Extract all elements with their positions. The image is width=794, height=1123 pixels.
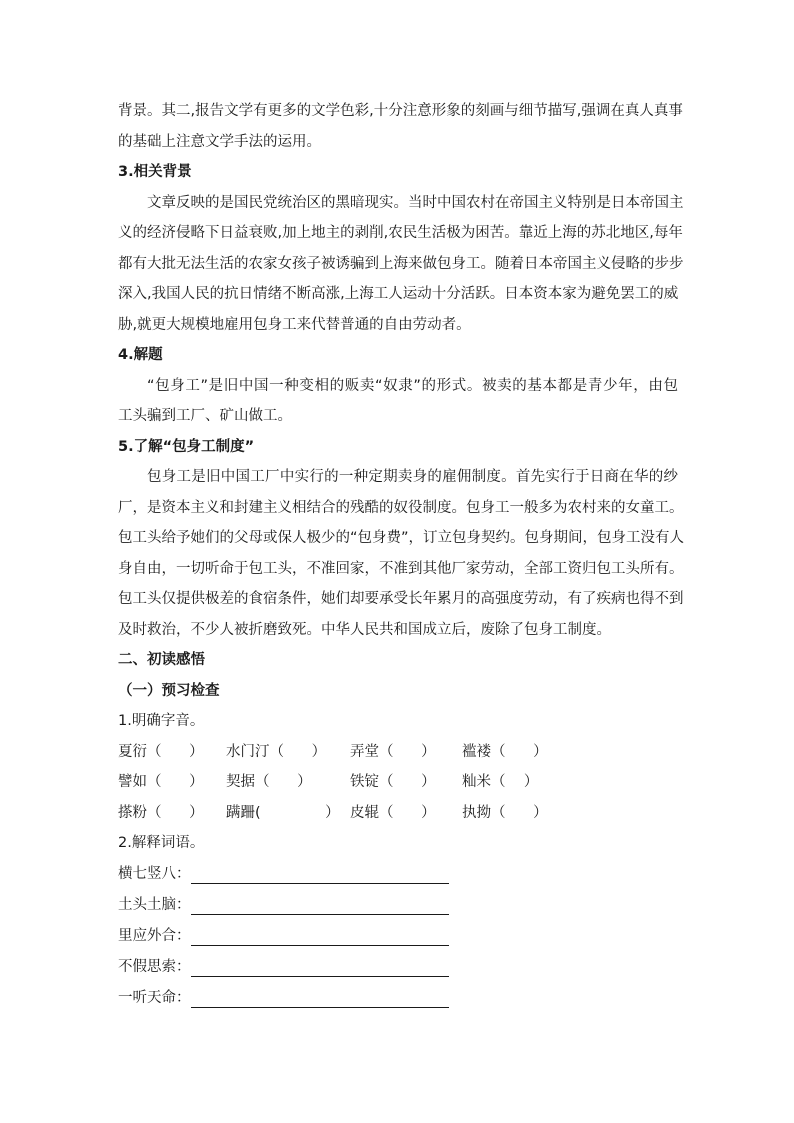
paragraph-line: “包身工”是旧中国一种变相的贩卖“奴隶”的形式。被卖的基本都是青少年，由包: [147, 377, 678, 394]
paragraph-line: 包工头给予她们的父母或保人极少的“包身费”，订立包身契约。包身期间，包身工没有人: [118, 530, 685, 546]
term-label: 一听天命：: [118, 989, 191, 1006]
definition-row: [118, 983, 678, 1014]
vocab-item: 褴褛（ ）: [462, 743, 548, 760]
term-label: 不假思索：: [118, 958, 191, 975]
document-page: [118, 96, 685, 1014]
question-explain-words: 2.解释词语。: [118, 835, 205, 851]
vocab-item: 契据（ ）: [226, 774, 312, 790]
paragraph-line: 包身工是旧中国工厂中实行的一种定期卖身的雇佣制度。首先实行于日商在华的纱: [147, 469, 678, 485]
paragraph-line: 都有大批无法生活的农家女孩子被诱骗到上海来做包身工。随着日本帝国主义侵略的步步: [118, 255, 684, 272]
paragraph-line: 深入,我国人民的抗日情绪不断高涨,上海工人运动十分活跃。日本资本家为避免罢工的威: [118, 286, 679, 302]
section-heading-title-explanation: 4.解题: [118, 347, 163, 363]
part-heading-first-reading: 二、初读感悟: [118, 652, 205, 668]
section-heading-system: 5.了解“包身工制度”: [118, 438, 255, 455]
vocab-row: [118, 737, 678, 768]
sub-heading-preview-check: （一）预习检查: [118, 682, 220, 699]
vocab-item: 铁锭（ ）: [350, 774, 436, 790]
intro-line: 背景。其二,报告文学有更多的文学色彩,十分注意形象的刻画与细节描写,强调在真人真事: [118, 103, 683, 119]
paragraph-line: 厂，是资本主义和封建主义相结合的残酷的奴役制度。包身工一般多为农村来的女童工。: [118, 499, 684, 516]
term-label: 横七竖八：: [118, 865, 191, 882]
vocab-item: 皮辊（ ）: [350, 804, 436, 821]
section-heading-background: 3.相关背景: [118, 164, 192, 180]
definition-row: [118, 952, 678, 983]
question-pronunciation: 1.明确字音。: [118, 713, 205, 729]
definition-row: [118, 859, 678, 890]
answer-blank[interactable]: [191, 987, 449, 1008]
intro-line: 的基础上注意文学手法的运用。: [118, 133, 321, 150]
paragraph-line: 身自由，一切听命于包工头，不准回家，不准到其他厂家劳动，全部工资归包工头所有。: [118, 560, 684, 577]
answer-blank[interactable]: [191, 894, 449, 915]
paragraph-line: 胁,就更大规模地雇用包身工来代替普通的自由劳动者。: [118, 316, 471, 333]
term-label: 土头土脑：: [118, 896, 191, 913]
vocab-item: 夏衍（ ）: [118, 743, 204, 760]
vocab-item: 水门汀（ ）: [226, 743, 327, 760]
answer-blank[interactable]: [191, 956, 449, 977]
vocab-item: 弄堂（ ）: [350, 743, 436, 760]
vocab-item: 执拗（ ）: [462, 804, 548, 821]
paragraph-line: 及时救治，不少人被折磨致死。中华人民共和国成立后，废除了包身工制度。: [118, 621, 611, 638]
paragraph-line: 工头骗到工厂、矿山做工。: [118, 408, 292, 424]
vocab-row: [118, 798, 678, 829]
vocab-item: 譬如（ ）: [118, 774, 204, 790]
answer-blank[interactable]: [191, 925, 449, 946]
vocab-item: 籼米（ ）: [462, 774, 539, 790]
paragraph-line: 义的经济侵略下日益衰败,加上地主的剥削,农民生活极为困苦。靠近上海的苏北地区,每年: [118, 225, 683, 241]
paragraph-line: 包工头仅提供极差的食宿条件，她们却要承受长年累月的高强度劳动，有了疾病也得不到: [118, 591, 684, 607]
answer-blank[interactable]: [191, 863, 449, 884]
vocab-item: 搽粉（ ）: [118, 804, 204, 821]
definition-row: [118, 921, 678, 952]
definition-row: [118, 890, 678, 921]
term-label: 里应外合：: [118, 927, 191, 944]
vocab-item: 蹒跚( ）: [226, 804, 340, 821]
paragraph-line: 文章反映的是国民党统治区的黑暗现实。当时中国农村在帝国主义特别是日本帝国主: [147, 194, 684, 211]
vocab-row: [118, 767, 678, 798]
